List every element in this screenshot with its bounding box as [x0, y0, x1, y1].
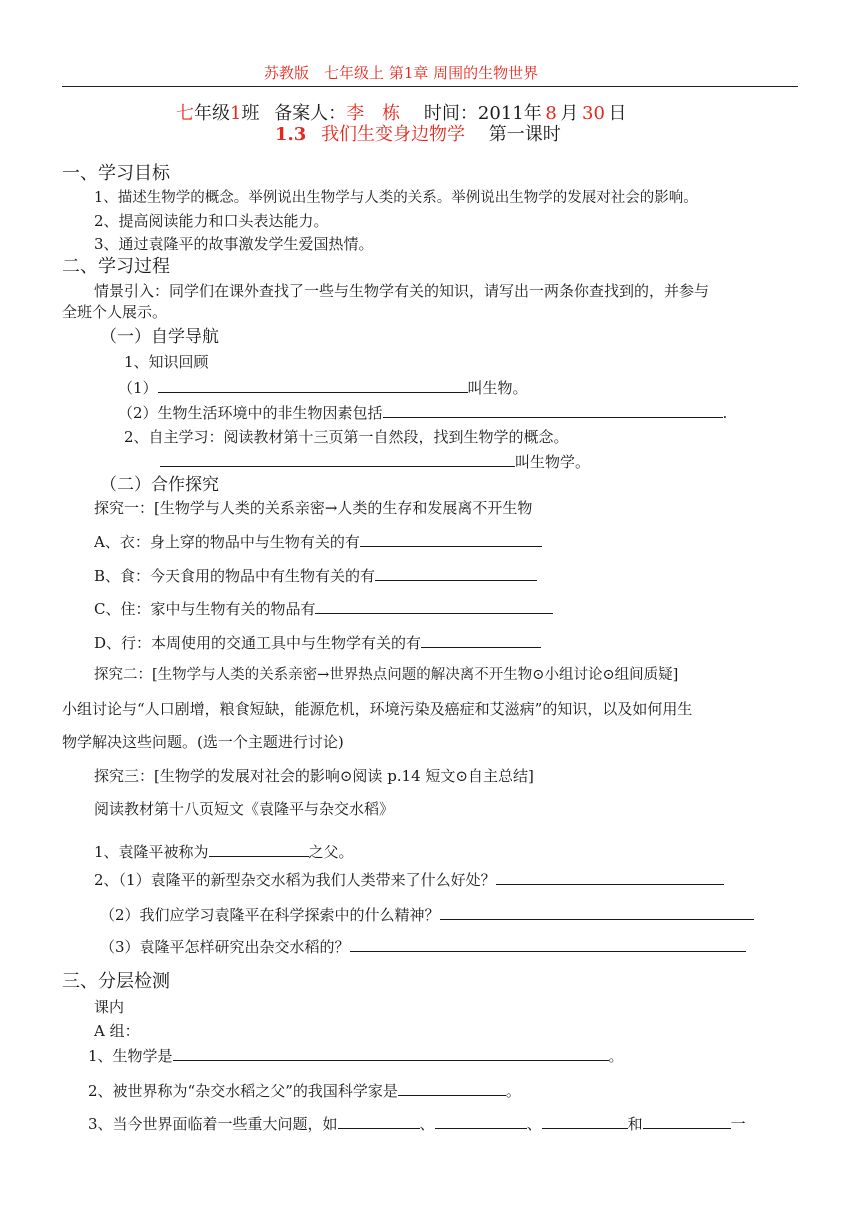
blank-field[interactable] [375, 565, 537, 581]
year-suffix: 年 [523, 103, 542, 124]
blank-field[interactable] [158, 377, 468, 393]
blank-field[interactable] [338, 1113, 420, 1129]
blank-field[interactable] [435, 1113, 527, 1129]
explore-3-q2-label: 2、（1）袁隆平的新型杂交水稻为我们人类带来了什么好处？ [94, 871, 496, 889]
check-q1-suffix: 。 [608, 1047, 624, 1065]
lesson-title-line [275, 124, 561, 146]
explore-2-title: 探究二：[生物学与人类的关系亲密→世界热点问题的解决离不开生物⊙小组讨论⊙组间质疑] [94, 667, 679, 683]
blank-field[interactable] [643, 1113, 731, 1129]
explore-1-d [94, 632, 541, 653]
blank-field[interactable] [440, 904, 754, 920]
group-a-label: A 组： [94, 1022, 140, 1040]
blank-field[interactable] [421, 632, 541, 648]
check-q3-tail: 一 [730, 1115, 746, 1133]
review-q2-prefix: （2）生物生活环境中的非生物因素包括 [118, 404, 383, 422]
header-edition: 苏教版 [264, 64, 310, 82]
review-q2 [118, 402, 727, 423]
explore-1-b [94, 565, 537, 586]
objective-item: 3、通过袁隆平的故事激发学生爱国热情。 [94, 235, 374, 253]
explore-3-q4-label: （3）袁隆平怎样研究出杂交水稻的？ [100, 938, 350, 956]
check-q3-sep: 、 [526, 1115, 542, 1133]
explore-1-b-label: B、食：今天食用的物品中有生物有关的有 [94, 567, 376, 585]
check-q2-suffix: 。 [505, 1082, 521, 1100]
explore-3-reading: 阅读教材第十八页短文《袁隆平与杂交水稻》 [94, 800, 395, 818]
scene-intro-1: 情景引入：同学们在课外查找了一些与生物学有关的知识，请写出一两条你查找到的，并参与 [94, 282, 710, 300]
section-3-heading: 三、分层检测 [62, 971, 170, 992]
check-q3-and: 和 [627, 1115, 643, 1133]
blank-field[interactable] [542, 1113, 628, 1129]
scene-intro-2: 全班个人展示。 [62, 303, 168, 321]
objective-item: 1、描述生物学的概念。举例说出生物学与人类的关系。举例说出生物学的发展对社会的影响。 [94, 190, 698, 206]
month-suffix: 月 [560, 103, 579, 124]
section-1-heading: 一、学习目标 [62, 163, 170, 184]
self-study-heading: （一）自学导航 [100, 327, 219, 347]
check-q2 [88, 1080, 521, 1101]
section-2-heading: 二、学习过程 [62, 256, 170, 277]
check-q1-prefix: 1、生物学是 [88, 1047, 173, 1065]
explore-3-title: 探究三：[生物学的发展对社会的影响⊙阅读 p.14 短文⊙自主总结] [94, 767, 534, 785]
blank-field[interactable] [350, 936, 746, 952]
review-q1-suffix: 叫生物。 [467, 379, 528, 397]
header-rule [62, 86, 798, 87]
review-q2-suffix: . [722, 404, 728, 422]
blank-field[interactable] [209, 841, 309, 857]
explore-1-a-label: A、衣：身上穿的物品中与生物有关的有 [94, 533, 360, 551]
self-study-suffix: 叫生物学。 [515, 453, 591, 471]
blank-field[interactable] [173, 1045, 609, 1061]
lesson-period: 第一课时 [488, 124, 561, 145]
blank-field[interactable] [398, 1080, 506, 1096]
lesson-title: 我们生变身边物学 [321, 124, 466, 145]
preparer-label: 备案人： [274, 103, 347, 124]
check-q3-prefix: 3、当今世界面临着一些重大问题，如 [88, 1115, 338, 1133]
explore-1-title: 探究一：[生物学与人类的关系亲密→人类的生存和发展离不开生物 [94, 499, 533, 517]
header-chapter: 第1章 [388, 64, 429, 82]
explore-3-q3-label: （2）我们应学习袁隆平在科学探索中的什么精神？ [100, 906, 440, 924]
explore-2-body-1: 小组讨论与“人口剧增，粮食短缺，能源危机，环境污染及癌症和艾滋病”的知识，以及如何用生 [62, 700, 693, 718]
class-grade-b: 年级 [194, 103, 230, 124]
review-q1-prefix: （1） [118, 379, 158, 397]
check-q1 [88, 1045, 624, 1066]
class-grade-a: 七 [176, 103, 194, 124]
explore-3-q4 [100, 936, 746, 957]
page-header [264, 63, 538, 83]
explore-3-q1 [94, 841, 354, 862]
self-study-task: 2、自主学习：阅读教材第十三页第一自然段，找到生物学的概念。 [124, 428, 569, 446]
lesson-number: 1.3 [275, 124, 307, 145]
explore-1-d-label: D、行：本周使用的交通工具中与生物学有关的有 [94, 634, 422, 652]
review-q1 [118, 377, 528, 398]
month: 8 [545, 103, 557, 124]
blank-field[interactable] [496, 869, 724, 885]
cooperation-heading: （二）合作探究 [100, 475, 219, 495]
explore-3-q1-suffix: 之父。 [308, 843, 354, 861]
blank-field[interactable] [360, 531, 542, 547]
knowledge-review: 1、知识回顾 [124, 353, 209, 371]
check-q3 [88, 1113, 746, 1134]
header-topic: 周围的生物世界 [433, 64, 539, 82]
explore-1-c [94, 598, 553, 619]
objective-item: 2、提高阅读能力和口头表达能力。 [94, 212, 329, 230]
day-suffix: 日 [608, 103, 627, 124]
preparer-name: 李 栋 [346, 103, 401, 124]
blank-field[interactable] [383, 402, 723, 418]
header-grade: 七年级上 [324, 64, 385, 82]
explore-1-a [94, 531, 542, 552]
explore-3-q2 [94, 869, 724, 890]
check-q2-prefix: 2、被世界称为“杂交水稻之父”的我国科学家是 [88, 1082, 398, 1100]
explore-3-q1-prefix: 1、袁隆平被称为 [94, 843, 209, 861]
class-suffix: 班 [241, 103, 260, 124]
info-line [176, 103, 627, 125]
blank-field[interactable] [160, 451, 515, 467]
check-q3-sep: 、 [419, 1115, 435, 1133]
day: 30 [582, 103, 605, 124]
explore-1-c-label: C、住：家中与生物有关的物品有 [94, 600, 316, 618]
explore-2-body-2: 物学解决这些问题。(选一个主题进行讨论) [62, 733, 344, 751]
time-label: 时间：2011 [423, 103, 524, 124]
in-class-label: 课内 [94, 998, 125, 1016]
blank-field[interactable] [315, 598, 553, 614]
class-number: 1 [230, 103, 242, 124]
self-study-answer [160, 451, 590, 472]
explore-3-q3 [100, 904, 754, 925]
